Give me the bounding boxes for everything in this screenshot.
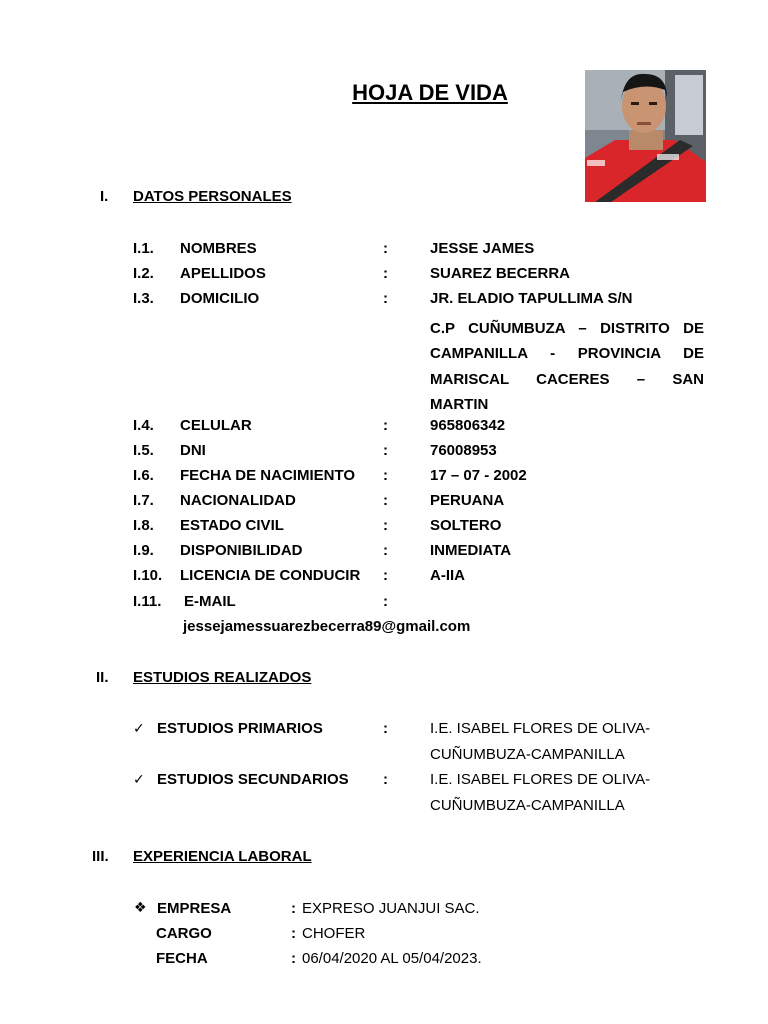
- experience-separator: :: [291, 925, 296, 942]
- row-value: PERUANA: [430, 492, 505, 509]
- row-number: I.1.: [133, 240, 154, 257]
- row-label: DNI: [180, 442, 206, 459]
- row-label: LICENCIA DE CONDUCIR: [180, 567, 361, 584]
- row-number: I.3.: [133, 290, 154, 307]
- row-label: CELULAR: [180, 417, 252, 434]
- row-label: NOMBRES: [180, 240, 257, 257]
- check-icon: ✓: [133, 771, 145, 787]
- row-separator: :: [383, 492, 388, 509]
- row-separator: :: [383, 290, 388, 307]
- section-number-personal: I.: [100, 188, 109, 205]
- experience-value: 06/04/2020 AL 05/04/2023.: [302, 950, 482, 967]
- study-label: ESTUDIOS PRIMARIOS: [157, 720, 323, 737]
- address-continuation: [430, 316, 704, 417]
- experience-value: CHOFER: [302, 925, 366, 942]
- row-label: APELLIDOS: [180, 265, 266, 282]
- study-value-line: CUÑUMBUZA-CAMPANILLA: [430, 746, 625, 763]
- row-label: DISPONIBILIDAD: [180, 542, 303, 559]
- diamond-bullet-icon: ❖: [134, 899, 147, 915]
- check-icon: ✓: [133, 720, 145, 736]
- row-value: JR. ELADIO TAPULLIMA S/N: [430, 290, 633, 307]
- row-separator: :: [383, 240, 388, 257]
- row-number: I.5.: [133, 442, 154, 459]
- page-title: HOJA DE VIDA: [352, 80, 508, 105]
- address-line: CAMPANILLA - PROVINCIA DE: [430, 345, 704, 363]
- study-separator: :: [383, 720, 388, 737]
- section-title-studies: ESTUDIOS REALIZADOS: [133, 669, 312, 686]
- row-value: SUAREZ BECERRA: [430, 265, 571, 282]
- row-number: I.4.: [133, 417, 154, 434]
- experience-value: EXPRESO JUANJUI SAC.: [302, 900, 480, 917]
- row-separator: :: [383, 467, 388, 484]
- section-title-experience: EXPERIENCIA LABORAL: [133, 848, 312, 865]
- experience-label: FECHA: [156, 950, 208, 967]
- row-separator: :: [383, 517, 388, 534]
- row-number: I.2.: [133, 265, 154, 282]
- row-number: I.6.: [133, 467, 154, 484]
- experience-separator: :: [291, 900, 296, 917]
- row-label: FECHA DE NACIMIENTO: [180, 467, 356, 484]
- row-number: I.7.: [133, 492, 154, 509]
- section-number-studies: II.: [96, 669, 109, 686]
- row-separator: :: [383, 542, 388, 559]
- study-value-line: CUÑUMBUZA-CAMPANILLA: [430, 797, 625, 814]
- row-number: I.10.: [133, 567, 163, 584]
- row-value: A-IIA: [430, 567, 465, 584]
- address-line: MARISCAL CACERES – SAN: [430, 370, 704, 388]
- row-separator: :: [383, 593, 388, 610]
- row-number: I.9.: [133, 542, 154, 559]
- study-value-line: I.E. ISABEL FLORES DE OLIVA-: [430, 720, 651, 737]
- experience-label: EMPRESA: [157, 900, 232, 917]
- experience-separator: :: [291, 950, 296, 967]
- row-number: I.11.: [133, 593, 162, 610]
- row-label: DOMICILIO: [180, 290, 260, 307]
- section-number-experience: III.: [92, 848, 109, 865]
- email-value: jessejamessuarezbecerra89@gmail.com: [183, 618, 471, 635]
- row-value: 76008953: [430, 442, 497, 459]
- row-separator: :: [383, 265, 388, 282]
- study-separator: :: [383, 771, 388, 788]
- row-separator: :: [383, 567, 388, 584]
- study-label: ESTUDIOS SECUNDARIOS: [157, 771, 349, 788]
- section-title-personal: DATOS PERSONALES: [133, 188, 292, 205]
- row-separator: :: [383, 417, 388, 434]
- row-value: 965806342: [430, 417, 506, 434]
- experience-label: CARGO: [156, 925, 212, 942]
- row-value: SOLTERO: [430, 517, 502, 534]
- row-value: INMEDIATA: [430, 542, 512, 559]
- address-line: C.P CUÑUMBUZA – DISTRITO DE: [430, 320, 704, 337]
- row-separator: :: [383, 442, 388, 459]
- row-label: NACIONALIDAD: [180, 492, 296, 509]
- address-line: MARTIN: [430, 395, 489, 413]
- profile-photo: [585, 70, 706, 202]
- row-label: E-MAIL: [184, 593, 236, 610]
- row-value: 17 – 07 - 2002: [430, 467, 527, 484]
- row-value: JESSE JAMES: [430, 240, 535, 257]
- row-label: ESTADO CIVIL: [180, 517, 284, 534]
- study-value-line: I.E. ISABEL FLORES DE OLIVA-: [430, 771, 651, 788]
- row-number: I.8.: [133, 517, 154, 534]
